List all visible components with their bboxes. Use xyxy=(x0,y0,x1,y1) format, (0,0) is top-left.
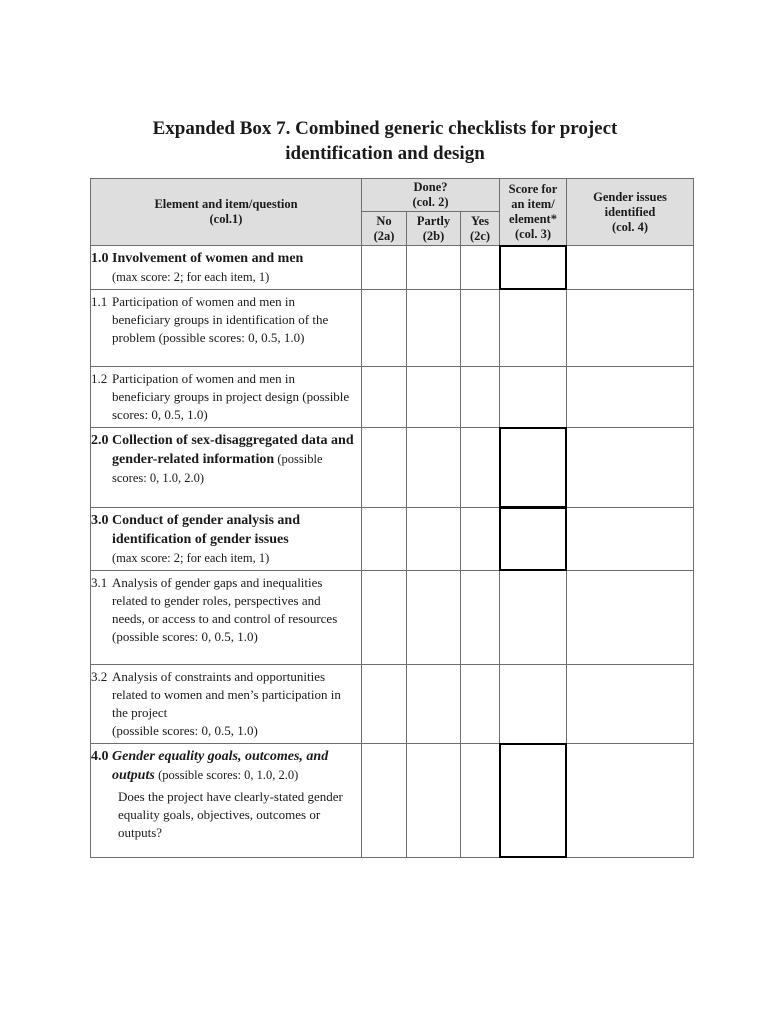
item-text: Participation of women and men in beneficiary groups in identification of the problem (possible scores: 0, 0.5, 1.0) xyxy=(112,294,329,345)
item-number: 3.1 xyxy=(91,575,108,590)
header-done: Done? (col. 2) xyxy=(362,179,500,212)
table-row xyxy=(91,290,694,367)
item-number: 1.2 xyxy=(91,371,108,386)
item-number: 3.2 xyxy=(91,669,108,684)
element-cell xyxy=(91,367,362,428)
header-score: Score for an item/ element* (col. 3) xyxy=(500,179,567,246)
no-cell[interactable] xyxy=(362,428,407,508)
element-cell xyxy=(91,246,362,290)
element-title: Gender equality goals, outcomes, and outputs xyxy=(112,749,329,783)
score-cell[interactable] xyxy=(500,367,567,428)
gender-issues-cell[interactable] xyxy=(567,428,694,508)
element-cell xyxy=(91,508,362,571)
no-cell[interactable] xyxy=(362,246,407,290)
score-box-outline xyxy=(499,507,567,571)
gender-issues-cell[interactable] xyxy=(567,508,694,571)
score-cell[interactable] xyxy=(500,246,567,290)
header-yes: Yes (2c) xyxy=(461,212,500,246)
header-element: Element and item/question (col.1) xyxy=(91,179,362,246)
yes-cell[interactable] xyxy=(461,428,500,508)
gender-issues-cell[interactable] xyxy=(567,744,694,858)
element-title: Collection of sex-disaggregated data and gender-related information xyxy=(112,433,354,467)
table-row xyxy=(91,428,694,508)
element-title: Involvement of women and men xyxy=(112,251,304,266)
table-row xyxy=(91,744,694,858)
item-number: 1.1 xyxy=(91,294,108,309)
title-line-2: identification and design xyxy=(285,143,485,164)
partly-cell[interactable] xyxy=(407,246,461,290)
score-cell[interactable] xyxy=(500,571,567,665)
score-note: (possible scores: 0, 1.0, 2.0) xyxy=(158,768,299,782)
score-cell[interactable] xyxy=(500,290,567,367)
score-note: (possible scores: 0, 0.5, 1.0) xyxy=(112,629,258,644)
score-note: (max score: 2; for each item, 1) xyxy=(112,551,270,565)
partly-cell[interactable] xyxy=(407,508,461,571)
element-cell xyxy=(91,665,362,744)
score-note: (possible scores: 0, 1.0, 2.0) xyxy=(112,452,323,485)
score-box-outline xyxy=(499,427,567,508)
score-box-outline xyxy=(499,245,567,290)
yes-cell[interactable] xyxy=(461,246,500,290)
no-cell[interactable] xyxy=(362,290,407,367)
score-box-outline xyxy=(499,743,567,858)
header-row-1 xyxy=(91,179,694,212)
item-number: 4.0 xyxy=(91,749,109,764)
item-text: Analysis of constraints and opportunities related to women and men’s participation in the project xyxy=(112,669,341,720)
item-number: 3.0 xyxy=(91,513,109,528)
gender-issues-cell[interactable] xyxy=(567,367,694,428)
item-text: Participation of women and men in beneficiary groups in project design (possible scores: 0, 0.5, 1.0) xyxy=(112,371,350,422)
element-cell xyxy=(91,744,362,858)
item-text: Analysis of gender gaps and inequalities related to gender roles, perspectives and needs, or access to and control of resources xyxy=(112,575,338,626)
table-row xyxy=(91,508,694,571)
gender-issues-cell[interactable] xyxy=(567,665,694,744)
element-cell xyxy=(91,290,362,367)
header-no: No (2a) xyxy=(362,212,407,246)
no-cell[interactable] xyxy=(362,508,407,571)
document-title xyxy=(90,116,680,166)
score-cell[interactable] xyxy=(500,744,567,858)
partly-cell[interactable] xyxy=(407,367,461,428)
partly-cell[interactable] xyxy=(407,665,461,744)
partly-cell[interactable] xyxy=(407,290,461,367)
gender-issues-cell[interactable] xyxy=(567,246,694,290)
yes-cell[interactable] xyxy=(461,367,500,428)
no-cell[interactable] xyxy=(362,665,407,744)
question-text: Does the project have clearly-stated gender equality goals, objectives, outcomes or outputs? xyxy=(118,789,343,840)
gender-issues-cell[interactable] xyxy=(567,290,694,367)
partly-cell[interactable] xyxy=(407,744,461,858)
header-partly: Partly (2b) xyxy=(407,212,461,246)
table-row xyxy=(91,571,694,665)
element-cell xyxy=(91,428,362,508)
no-cell[interactable] xyxy=(362,571,407,665)
yes-cell[interactable] xyxy=(461,665,500,744)
score-cell[interactable] xyxy=(500,665,567,744)
checklist-table xyxy=(90,178,694,858)
partly-cell[interactable] xyxy=(407,428,461,508)
gender-issues-cell[interactable] xyxy=(567,571,694,665)
no-cell[interactable] xyxy=(362,367,407,428)
partly-cell[interactable] xyxy=(407,571,461,665)
score-note: (possible scores: 0, 0.5, 1.0) xyxy=(112,723,258,738)
item-number: 2.0 xyxy=(91,433,109,448)
yes-cell[interactable] xyxy=(461,508,500,571)
score-cell[interactable] xyxy=(500,508,567,571)
yes-cell[interactable] xyxy=(461,571,500,665)
score-cell[interactable] xyxy=(500,428,567,508)
element-title: Conduct of gender analysis and identification of gender issues xyxy=(112,513,301,547)
table-row xyxy=(91,246,694,290)
table-row xyxy=(91,665,694,744)
score-note: (max score: 2; for each item, 1) xyxy=(112,270,270,284)
element-cell xyxy=(91,571,362,665)
item-number: 1.0 xyxy=(91,251,109,266)
title-line-1: Expanded Box 7. Combined generic checklists for project xyxy=(152,118,618,139)
header-gender-issues: Gender issues identified (col. 4) xyxy=(567,179,694,246)
yes-cell[interactable] xyxy=(461,290,500,367)
no-cell[interactable] xyxy=(362,744,407,858)
table-row xyxy=(91,367,694,428)
yes-cell[interactable] xyxy=(461,744,500,858)
